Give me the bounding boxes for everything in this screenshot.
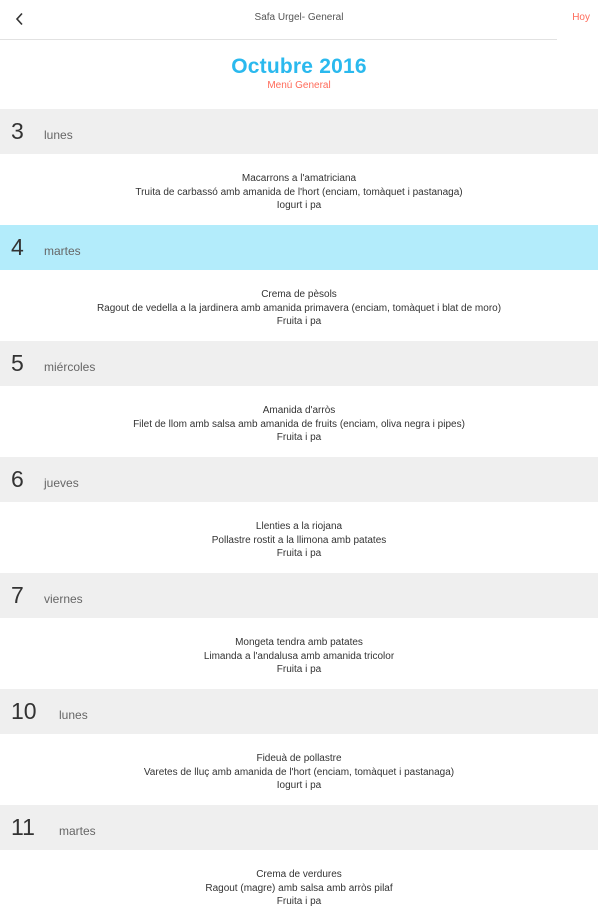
second-course: Truita de carbassó amb amanida de l'hort (enciam, tomàquet i pastanaga) — [135, 186, 463, 198]
dessert: Fruita i pa — [276, 664, 322, 675]
day-menu — [0, 154, 598, 225]
first-course: Crema de pèsols — [261, 289, 337, 300]
day-header[interactable] — [0, 341, 598, 386]
first-course: Mongeta tendra amb patates — [235, 637, 363, 648]
day-menu — [0, 502, 598, 573]
page-title: Safa Urgel- General — [254, 12, 344, 23]
month-header — [0, 54, 598, 92]
dessert: Fruita i pa — [276, 548, 322, 559]
day-number: 5 — [11, 350, 24, 376]
day-number: 6 — [11, 466, 24, 492]
day-name: miércoles — [44, 360, 96, 374]
day-list — [0, 109, 598, 921]
second-course: Filet de llom amb salsa amb amanida de fruits (enciam, oliva negra i pipes) — [133, 418, 465, 430]
month-title: Octubre 2016 — [231, 55, 367, 78]
day-section[interactable] — [0, 573, 598, 689]
day-number: 11 — [11, 814, 35, 840]
second-course: Limanda a l'andalusa amb amanida tricolor — [203, 650, 395, 662]
first-course: Crema de verdures — [256, 869, 342, 880]
day-name: martes — [59, 824, 96, 838]
dessert: Fruita i pa — [276, 896, 322, 907]
day-header[interactable] — [0, 109, 598, 154]
second-course: Ragout de vedella a la jardinera amb amanida primavera (enciam, tomàquet i blat de moro) — [96, 302, 502, 314]
day-section[interactable] — [0, 689, 598, 805]
dessert: Fruita i pa — [276, 316, 322, 327]
top-bar — [0, 0, 598, 40]
day-menu — [0, 850, 598, 921]
day-name: lunes — [44, 128, 73, 142]
second-course: Varetes de lluç amb amanida de l'hort (enciam, tomàquet i pastanaga) — [143, 766, 455, 778]
header-divider — [0, 39, 557, 40]
dessert: Iogurt i pa — [276, 780, 322, 791]
day-menu — [0, 270, 598, 341]
day-header[interactable] — [0, 573, 598, 618]
today-button[interactable]: Hoy — [572, 12, 590, 23]
first-course: Fideuà de pollastre — [256, 753, 342, 764]
first-course: Llenties a la riojana — [255, 521, 343, 532]
day-number: 7 — [11, 582, 24, 608]
day-name: jueves — [44, 476, 79, 490]
day-number: 4 — [11, 234, 24, 260]
day-section[interactable] — [0, 457, 598, 573]
first-course: Amanida d'arròs — [262, 405, 336, 416]
second-course: Ragout (magre) amb salsa amb arròs pilaf — [205, 882, 393, 894]
day-header[interactable] — [0, 805, 598, 850]
day-header[interactable] — [0, 689, 598, 734]
dessert: Fruita i pa — [276, 432, 322, 443]
day-section[interactable] — [0, 341, 598, 457]
menu-subtitle: Menú General — [267, 80, 331, 91]
day-name: martes — [44, 244, 81, 258]
day-number: 10 — [11, 698, 37, 724]
second-course: Pollastre rostit a la llimona amb patates — [211, 534, 387, 546]
first-course: Macarrons a l'amatriciana — [241, 173, 357, 184]
day-name: lunes — [59, 708, 88, 722]
day-header[interactable] — [0, 457, 598, 502]
day-number: 3 — [11, 118, 24, 144]
day-name: viernes — [44, 592, 83, 606]
day-menu — [0, 618, 598, 689]
day-header-selected[interactable] — [0, 225, 598, 270]
day-menu — [0, 734, 598, 805]
dessert: Iogurt i pa — [276, 200, 322, 211]
day-section[interactable] — [0, 805, 598, 921]
day-section[interactable] — [0, 109, 598, 225]
day-menu — [0, 386, 598, 457]
day-section[interactable] — [0, 225, 598, 341]
